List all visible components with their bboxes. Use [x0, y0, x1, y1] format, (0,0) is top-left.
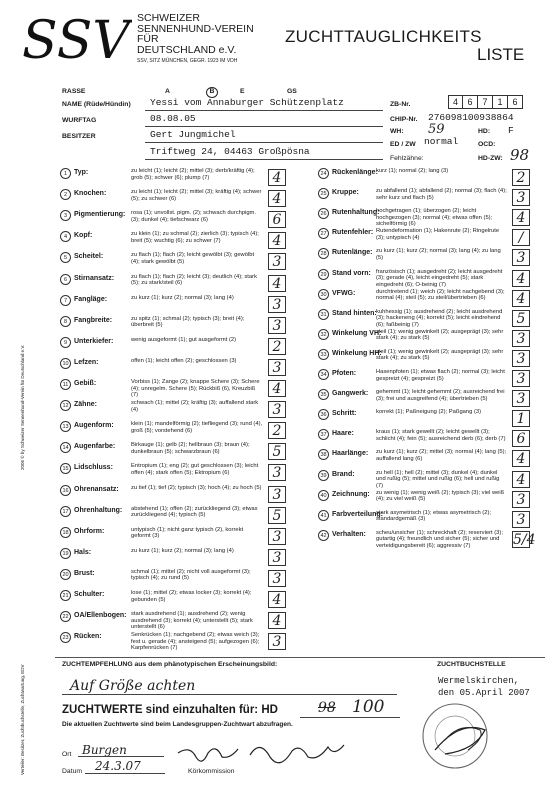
- trait-description: korrekt (1); Paßneigung (2); Paßgang (3): [376, 409, 482, 416]
- trait-description: zu kurz (1); kurz (2); normal (3); lang (4): [131, 294, 234, 301]
- trait-name: Hals:: [74, 548, 92, 556]
- trait-score-box: 3: [512, 189, 530, 206]
- trait-score-box: 4: [512, 290, 530, 307]
- page-title: ZUCHTTAUGLICHKEITS: [285, 27, 482, 46]
- zuchtwerte-label: ZUCHTWERTE sind einzuhalten für: HD: [62, 704, 278, 716]
- trait-score-box: 4: [512, 209, 530, 226]
- trait-description: hochgetragen (1); überzogen (2); leicht hochgezogen (3); normal (4); etwas offen (5); sichelförmig (6): [376, 208, 493, 228]
- trait-score-box: 3: [512, 370, 530, 387]
- trait-name: OA/Ellenbogen:: [74, 612, 127, 620]
- address-value: Triftweg 24, 04463 Großpösna: [150, 146, 310, 157]
- trait-name: Haare:: [332, 430, 354, 438]
- trait-number: 25: [318, 188, 329, 199]
- ort-label: Ort: [62, 751, 72, 758]
- trait-description: untypisch (1); nicht ganz typisch (2), korrekt geformt (3): [131, 526, 244, 540]
- trait-score-box: 4: [268, 190, 286, 207]
- trait-number: 23: [60, 632, 71, 643]
- trait-number: 28: [318, 248, 329, 259]
- rasse-option-b-selected: B: [206, 87, 218, 98]
- trait-number: 20: [60, 569, 71, 580]
- trait-name: Fangbreite:: [74, 316, 113, 324]
- trait-score-box: 4: [512, 471, 530, 488]
- trait-name: Lefzen:: [74, 358, 99, 366]
- trait-number: 21: [60, 590, 71, 601]
- trait-score-box: 4: [512, 450, 530, 467]
- dog-name: Yessi vom Annaburger Schützenplatz: [150, 97, 344, 108]
- trait-number: 10: [60, 358, 71, 369]
- rasse-option-gs: GS: [287, 88, 297, 95]
- trait-name: Winkelung VH:: [332, 329, 382, 337]
- trait-name: Kruppe:: [332, 189, 359, 197]
- trait-description: Birkauge (1); gelb (2); hellbraun (3); braun (4); dunkelbraun (5); schwarzbraun (6): [131, 442, 250, 455]
- ort-value: Burgen: [82, 743, 127, 757]
- trait-name: Rutenfehler:: [332, 229, 374, 237]
- trait-score-box: /: [512, 229, 530, 246]
- trait-score-box: 3: [268, 486, 286, 503]
- side-copyright: 2006 © by Schweizer Sennenhund-Verein für Deutschland e.V.: [20, 344, 25, 470]
- koerkommission-label: Körkommission: [188, 768, 235, 775]
- edzw-label: ED / ZW: [390, 141, 416, 148]
- datum-value: 24.3.07: [95, 759, 141, 773]
- trait-number: 7: [60, 295, 71, 306]
- side-verteiler: Verteiler: Besitzer, Zuchtbuchstelle, Zuchtwartung, EDV: [20, 664, 25, 775]
- trait-description: Hasenpfoten (1); etwas flach (2); normal (3); leicht gespreizt (4); gespreizt (5): [376, 369, 505, 382]
- trait-name: Stirnansatz:: [74, 274, 115, 282]
- trait-description: Rutendeformation (1); Hakenrute (2); Ringelrute (3); untypisch (4): [376, 228, 500, 241]
- trait-score-box: 2: [268, 422, 286, 439]
- hdzw-label: HD-ZW:: [478, 155, 503, 162]
- zb-label: ZB-Nr.: [390, 101, 411, 108]
- signatures-icon: [170, 735, 400, 770]
- trait-number: 32: [318, 329, 329, 340]
- trait-number: 26: [318, 208, 329, 219]
- trait-description: zu leicht (1); leicht (2); mittel (3); derb/kräftig (4); grob (5); schwer (6); plump (7): [131, 168, 255, 181]
- trait-score-box: 6: [512, 430, 530, 447]
- trait-name: Rutenhaltung:: [332, 209, 380, 217]
- trait-name: Knochen:: [74, 190, 107, 198]
- trait-score-box: 3: [512, 330, 530, 347]
- rasse-option-a: A: [165, 88, 170, 95]
- trait-score-box: 5: [268, 443, 286, 460]
- datum-label: Datum: [62, 768, 83, 775]
- trait-number: 3: [60, 210, 71, 221]
- trait-description: gehemmt (1); leicht gehemmt (2); ausreichend frei (3); frei und ausgreifend (4); übertrieben (5): [376, 389, 505, 402]
- trait-name: Unterkiefer:: [74, 337, 114, 345]
- trait-score-box: 3: [268, 633, 286, 650]
- trait-score-box: 3: [512, 350, 530, 367]
- hdzw-value: 98: [510, 146, 530, 164]
- org-subline: SSV, SITZ MÜNCHEN, GEGR. 1923 IM VDH: [137, 58, 238, 64]
- trait-number: 40: [318, 490, 329, 501]
- trait-number: 17: [60, 506, 71, 517]
- trait-name: Verhalten:: [332, 530, 366, 538]
- trait-name: Ohrenansatz:: [74, 485, 119, 493]
- trait-number: 37: [318, 429, 329, 440]
- zuchtwerte-value: 100: [352, 697, 385, 717]
- trait-description: zu hell (1); hell (2); mittel (3); dunkel (4); dunkel und rußig (5); mittel und rußig (6); hell und rußig (7): [376, 469, 500, 489]
- zuchtwerte-struck: 98: [318, 700, 336, 716]
- trait-number: 22: [60, 611, 71, 622]
- trait-score-box: 3: [268, 296, 286, 313]
- trait-description: Senkrücken (1); nachgebend (2); etwas weich (3); fest u. gerade (4); ansteigend (5); aufgezogen (6); Karpfenrücken (7): [131, 632, 260, 652]
- wurftag-label: WURFTAG: [62, 117, 97, 124]
- trait-description: kurz (1); normal (2); lang (3): [376, 168, 449, 174]
- trait-score-box: 3: [512, 249, 530, 266]
- trait-description: abstehend (1); offen (2); zurückliegend (3); etwas zurückliegend (4); typisch (5): [131, 505, 258, 519]
- trait-number: 4: [60, 231, 71, 242]
- trait-description: kraus (1); stark gewellt (2); leicht gewellt (3); schlicht (4); fein (5); ausreichend derb (6); derb (7): [376, 429, 506, 442]
- trait-name: Lidschluss:: [74, 464, 113, 472]
- trait-name: Rückenlänge:: [332, 169, 378, 176]
- trait-description: zu kurz (1); kurz (2); normal (3); lang (4); zu lang (5): [376, 248, 501, 261]
- trait-description: kuhhessig (1); ausdrehend (2); leicht ausdrehend (3); hackeneng (4); korrekt (5); leicht eindrehend (6); faßbeinig (7): [376, 308, 503, 328]
- trait-name: Stand vorn:: [332, 269, 371, 277]
- trait-number: 42: [318, 530, 329, 541]
- besitzer-label: BESITZER: [62, 133, 96, 140]
- trait-description: offen (1); leicht offen (2); geschlossen (3): [131, 357, 237, 364]
- trait-number: 8: [60, 316, 71, 327]
- trait-score-box: 4: [268, 591, 286, 608]
- trait-score-box: 4: [268, 612, 286, 629]
- trait-description: zu kurz (1); kurz (2); normal (3); lang (4): [131, 547, 234, 554]
- trait-name: Ohrenhaltung:: [74, 506, 123, 514]
- trait-number: 11: [60, 379, 71, 390]
- trait-name: Rücken:: [74, 633, 102, 641]
- trait-number: 27: [318, 228, 329, 239]
- trait-score-box: 2: [268, 338, 286, 355]
- trait-description: zu tief (1); tief (2); typisch (3); hoch (4); zu hoch (5): [131, 484, 262, 491]
- trait-name: Gangwerk:: [332, 390, 369, 398]
- trait-score-box: 3: [268, 528, 286, 545]
- trait-description: schwach (1); mittel (2); kräftig (3); auffallend stark (4): [131, 400, 259, 413]
- trait-score-box: 5/4: [513, 531, 536, 548]
- trait-number: 38: [318, 449, 329, 460]
- trait-number: 36: [318, 409, 329, 420]
- name-label: NAME (Rüde/Hündin): [62, 101, 131, 108]
- trait-name: Winkelung HH:: [332, 349, 382, 357]
- rasse-label: RASSE: [62, 88, 86, 95]
- trait-score-box: 3: [268, 464, 286, 481]
- ssv-logo-icon: [20, 10, 132, 72]
- trait-score-box: 3: [268, 253, 286, 270]
- trait-name: Typ:: [74, 169, 89, 176]
- trait-score-box: 3: [268, 570, 286, 587]
- trait-score-box: 4: [512, 270, 530, 287]
- page-title-2: LISTE: [477, 45, 525, 64]
- trait-description: zu klein (1); zu schmal (2); zierlich (3); typisch (4); breit (5); wuchtig (6); zu schwer (7): [131, 231, 259, 244]
- trait-name: Zähne:: [74, 401, 97, 409]
- trait-number: 5: [60, 252, 71, 263]
- ocd-label: OCD:: [478, 141, 496, 148]
- trait-name: Farbverteilung:: [332, 510, 383, 518]
- trait-description: zu abfallend (1); abfallend (2); normal (3); flach (4); sehr kurz und flach (5): [376, 188, 507, 201]
- trait-number: 31: [318, 309, 329, 320]
- trait-score-box: 6: [268, 211, 286, 228]
- trait-description: durchtretend (1); weich (2); leicht nachgebend (3); normal (4); steil (5); zu steil/übertrieben (6): [376, 288, 505, 302]
- trait-number: 13: [60, 421, 71, 432]
- trait-number: 34: [318, 369, 329, 380]
- trait-description: zu leicht (1); leicht (2); mittel (3); kräftig (4); schwer (5); zu schwer (6): [131, 189, 262, 202]
- trait-description: lose (1); mittel (2); etwas locker (3); korrekt (4); gebunden (5): [131, 590, 252, 603]
- trait-number: 39: [318, 470, 329, 481]
- trait-name: Brand:: [332, 470, 355, 478]
- trait-description: stark ausdrehend (1); ausdrehend (2); wenig ausdrehend (3); korrekt (4); unterstellt (5); stark unterstellt (6): [131, 611, 253, 631]
- hd-value: F: [508, 125, 514, 136]
- trait-name: Brust:: [74, 569, 95, 577]
- trait-score-box: 3: [268, 359, 286, 376]
- trait-number: 18: [60, 527, 71, 538]
- trait-score-box: 5: [268, 507, 286, 524]
- trait-description: zu flach (1); flach (2); leicht gewölbt (3); gewölbt (4); stark gewölbt (5): [131, 252, 255, 265]
- trait-score-box: 5: [512, 310, 530, 327]
- trait-name: Augenform:: [74, 422, 114, 430]
- trait-number: 41: [318, 510, 329, 521]
- zuchtbuchstelle-label: ZUCHTBUCHSTELLE: [437, 661, 506, 668]
- trait-name: Stand hinten:: [332, 309, 377, 317]
- trait-name: Kopf:: [74, 232, 93, 240]
- trait-number: 24: [318, 168, 329, 179]
- svg-text:SSV: SSV: [22, 11, 130, 71]
- trait-description: steil (1); wenig gewinkelt (2); ausgeprägt (3); sehr stark (4); zu stark (5): [376, 328, 504, 342]
- stamp-icon: [415, 700, 495, 772]
- trait-name: Schritt:: [332, 410, 357, 418]
- trait-score-box: 4: [268, 380, 286, 397]
- trait-score-box: 3: [512, 491, 530, 508]
- trait-score-box: 3: [512, 511, 530, 528]
- trait-name: Augenfarbe:: [74, 443, 116, 451]
- empfehlung-value: Auf Größe achten: [70, 678, 196, 694]
- trait-description: Entropium (1); eng (2); gut geschlossen (3); leicht offen (4); stark offen (5); Ektropium (6): [131, 463, 259, 476]
- chip-value: 276098100938864: [428, 112, 514, 123]
- wh-label: WH:: [390, 128, 404, 135]
- wh-value: 59: [428, 122, 445, 137]
- zb-number: 4 6 7 1 6: [448, 95, 523, 109]
- trait-score-box: 4: [268, 169, 286, 186]
- trait-description: scheu/unsicher (1); schreckhaft (2); reserviert (3); gutartig (4); freundlich und sicher (5); sicher und verteidigungsbereit (6); aggressiv (7): [376, 529, 503, 549]
- trait-name: Rutenlänge:: [332, 249, 373, 257]
- empfehlung-label: ZUCHTEMPFEHLUNG aus dem phänotypischen Erscheinungsbild:: [62, 661, 278, 668]
- fehlzaehne-label: Fehlzähne:: [390, 155, 424, 162]
- trait-description: zu wenig (1); wenig weiß (2); typisch (3); viel weiß (4); zu viel weiß (5): [376, 489, 505, 503]
- trait-number: 12: [60, 400, 71, 411]
- trait-description: Vorbiss (1); Zange (2); knappe Schere (3); Schere (4); unregelm. Schere (5); Rückbiß (6), Kreuzbiß (7): [131, 379, 260, 399]
- trait-score-box: 3: [268, 401, 286, 418]
- trait-number: 9: [60, 337, 71, 348]
- org-name: SCHWEIZER SENNENHUND-VEREIN FÜR DEUTSCHLAND e.V.: [137, 12, 254, 56]
- trait-description: steil (1); wenig gewinkelt (2); ausgeprägt (3); sehr stark (4); zu stark (5): [376, 348, 504, 362]
- stelle-line-2: den 05.April 2007: [438, 688, 530, 698]
- trait-name: Scheitel:: [74, 253, 104, 261]
- trait-name: Fangläge:: [74, 295, 108, 303]
- trait-number: 15: [60, 463, 71, 474]
- trait-number: 30: [318, 289, 329, 300]
- trait-number: 33: [318, 349, 329, 360]
- trait-name: Gebiß:: [74, 380, 97, 387]
- trait-number: 29: [318, 269, 329, 280]
- trait-description: stark asymetrisch (1); etwas asymetrisch (2); standardgemäß (3): [376, 509, 491, 523]
- trait-name: Schulter:: [74, 591, 105, 598]
- trait-number: 35: [318, 389, 329, 400]
- edzw-value: normal: [424, 136, 459, 147]
- trait-score-box: 2: [512, 169, 530, 186]
- trait-description: schmal (1); mittel (2); nicht voll ausgeformt (3); typisch (4); zu rund (5): [131, 568, 251, 582]
- trait-score-box: 3: [268, 317, 286, 334]
- trait-number: 19: [60, 548, 71, 559]
- trait-name: Pfoten:: [332, 370, 357, 377]
- trait-description: zu flach (1); flach (2); leicht (3); deutlich (4); stark (5); zu stark/steil (6): [131, 273, 257, 287]
- trait-description: zu spitz (1); schmal (2); typisch (3); breit (4); überbreit (5): [131, 315, 245, 329]
- trait-description: zu kurz (1); kurz (2); mittel (3); normal (4); lang (5); auffallend lang (6): [376, 449, 507, 462]
- trait-name: VFWG:: [332, 289, 356, 297]
- trait-name: Ohrform:: [74, 527, 105, 535]
- stelle-line-1: Wermelskirchen,: [438, 676, 520, 686]
- trait-score-box: 1: [512, 410, 530, 427]
- zuchtwerte-note: Die aktuellen Zuchtwerte sind beim Landesgruppen-Zuchtwart abzufragen.: [62, 721, 293, 728]
- trait-score-box: 4: [268, 232, 286, 249]
- trait-name: Pigmentierung:: [74, 211, 126, 219]
- trait-name: Zeichnung:: [332, 490, 370, 498]
- trait-name: Haarlänge:: [332, 450, 369, 458]
- besitzer-value: Gert Jungmichel: [150, 129, 236, 140]
- rasse-option-e: E: [240, 88, 245, 95]
- chip-label: CHIP-Nr.: [390, 116, 418, 123]
- trait-description: rosa (1); unvollst. pigm. (2); schwach durchpigm. (3); dunkel (4); tiefschwarz (6): [131, 210, 257, 223]
- trait-number: 16: [60, 485, 71, 496]
- trait-description: französisch (1); ausgedreht (2); leicht ausgedreht (3); gerade (4), leicht eingedreht (5); stark eingedreht (6); O-beinig (7): [376, 268, 503, 288]
- wurftag-value: 08.08.05: [150, 113, 196, 124]
- trait-description: wenig ausgeformt (1); gut ausgeformt (2): [131, 336, 237, 343]
- trait-number: 1: [60, 168, 71, 179]
- trait-number: 6: [60, 274, 71, 285]
- hd-label: HD:: [478, 128, 491, 135]
- trait-score-box: 3: [512, 390, 530, 407]
- trait-number: 2: [60, 189, 71, 200]
- trait-number: 14: [60, 442, 71, 453]
- trait-description: klein (1); mandelförmig (2); tiefliegend (3); rund (4), groß (5); vorstehend (6): [131, 421, 263, 434]
- trait-score-box: 3: [268, 549, 286, 566]
- trait-score-box: 4: [268, 275, 286, 292]
